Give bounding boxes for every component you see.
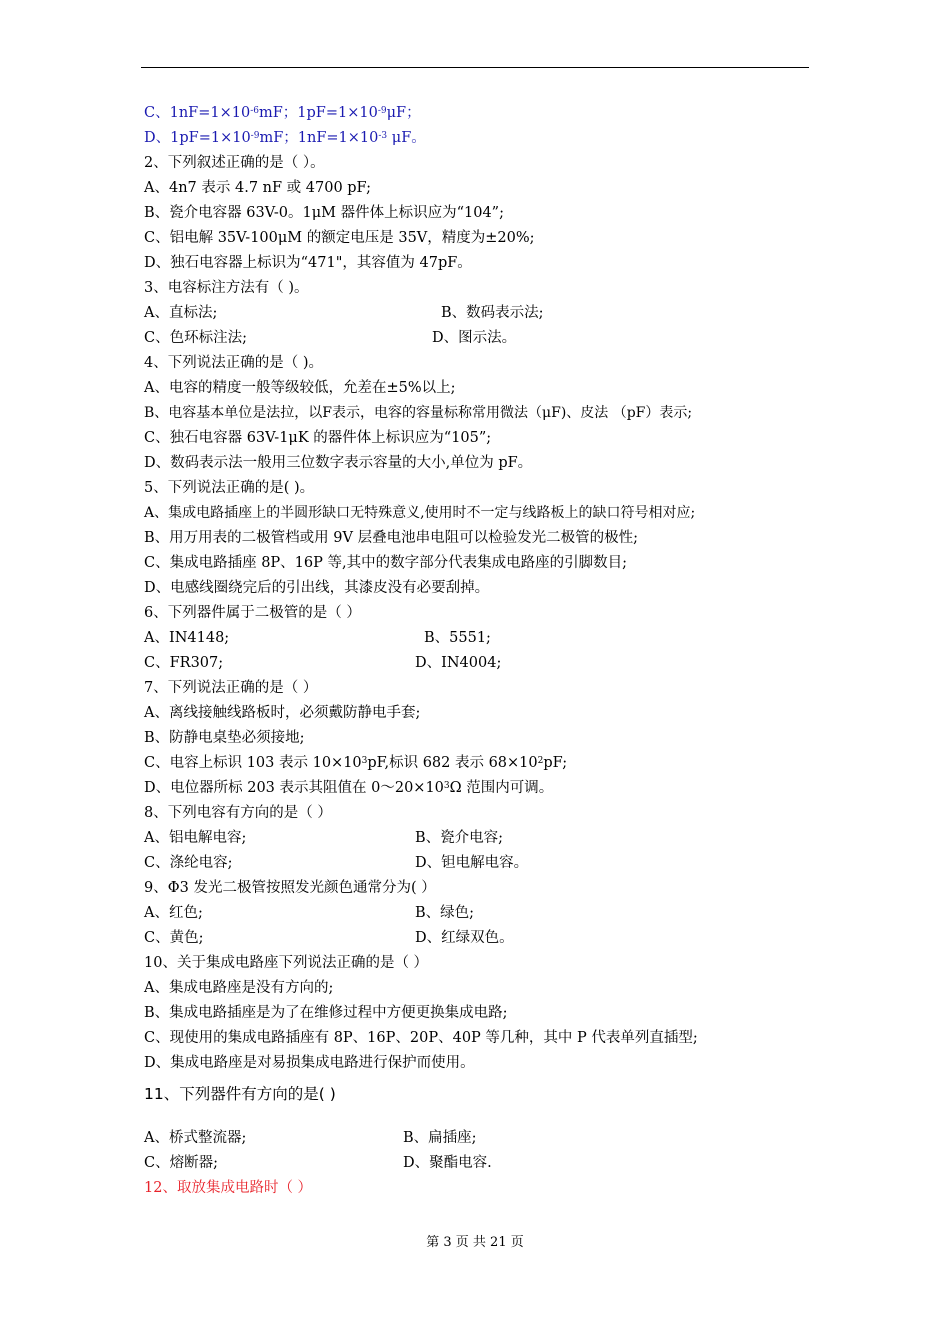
- question-9-option-a: A、红色;: [144, 905, 203, 921]
- question-12: 12、取放集成电路时（ ）: [144, 1180, 313, 1196]
- question-10: 10、关于集成电路座下列说法正确的是（ ）: [144, 955, 429, 971]
- question-8-option-c: C、涤纶电容;: [144, 855, 233, 871]
- question-11-option-a: A、桥式整流器;: [144, 1130, 247, 1146]
- question-6-option-d: D、IN4004;: [415, 655, 502, 671]
- question-8-option-b: B、瓷介电容;: [415, 830, 504, 846]
- question-4-option-c: C、独石电容器 63V-1μK 的器件体上标识应为“105”;: [144, 430, 492, 446]
- question-10-option-b: B、集成电路插座是为了在维修过程中方便更换集成电路;: [144, 1005, 508, 1021]
- question-2: 2、下列叙述正确的是（ ）。: [144, 155, 325, 171]
- question-7-option-b: B、防静电桌垫必须接地;: [144, 730, 305, 746]
- question-10-option-a: A、集成电路座是没有方向的;: [144, 980, 334, 996]
- question-7: 7、下列说法正确的是（ ）: [144, 680, 318, 696]
- question-3-option-a: A、直标法;: [144, 305, 218, 321]
- page-number-footer: 第 3 页 共 21 页: [426, 1235, 524, 1250]
- header-rule: [141, 67, 809, 68]
- question-5-option-a: A、集成电路插座上的半圆形缺口无特殊意义,使用时不一定与线路板上的缺口符号相对应;: [144, 505, 696, 521]
- question-11-option-d: D、聚酯电容.: [403, 1155, 492, 1171]
- question-7-option-a: A、离线接触线路板时，必须戴防静电手套;: [144, 705, 421, 721]
- question-6-option-c: C、FR307;: [144, 655, 224, 671]
- question-5-option-c: C、集成电路插座 8P、16P 等,其中的数字部分代表集成电路座的引脚数目;: [144, 555, 627, 571]
- option-c-units: C、$1nF=1\times 10^{-6}mF$；$1pF=1\times 10^{-9}\mu F$；: [144, 105, 421, 121]
- question-2-option-d: D、独石电容器上标识为“471"，其容值为 47pF。: [144, 255, 472, 271]
- question-6-option-a: A、IN4148;: [144, 630, 230, 646]
- question-9: 9、Φ3 发光二极管按照发光颜色通常分为( ）: [144, 880, 436, 896]
- question-6: 6、下列器件属于二极管的是（ ）: [144, 605, 361, 621]
- question-4-option-d: D、数码表示法一般用三位数字表示容量的大小,单位为 pF。: [144, 455, 533, 471]
- question-3: 3、电容标注方法有（ )。: [144, 280, 309, 296]
- question-5-option-b: B、用万用表的二极管档或用 9V 层叠电池串电阻可以检验发光二极管的极性;: [144, 530, 638, 546]
- question-11-option-b: B、扁插座;: [403, 1130, 477, 1146]
- question-2-option-b: B、瓷介电容器 63V-0。1μM 器件体上标识应为“104”;: [144, 205, 504, 221]
- question-3-option-c: C、色环标注法;: [144, 330, 247, 346]
- question-7-option-c: C、电容上标识 103 表示 $10\times 10^3pF$,标识 682 表示 $68\times 10^2pF$;: [144, 755, 568, 771]
- question-2-option-c: C、铝电解 35V-100μM 的额定电压是 35V，精度为±20%;: [144, 230, 535, 246]
- question-3-option-d: D、图示法。: [432, 330, 517, 346]
- question-8-option-d: D、钽电解电容。: [415, 855, 529, 871]
- question-6-option-b: B、5551;: [424, 630, 491, 646]
- question-9-option-c: C、黄色;: [144, 930, 204, 946]
- question-5-option-d: D、电感线圈绕完后的引出线，其漆皮没有必要刮掉。: [144, 580, 490, 596]
- question-2-option-a: A、4n7 表示 4.7 nF 或 4700 pF;: [144, 180, 371, 196]
- question-8: 8、下列电容有方向的是（ ）: [144, 805, 332, 821]
- question-8-option-a: A、铝电解电容;: [144, 830, 247, 846]
- question-9-option-b: B、绿色;: [415, 905, 475, 921]
- option-d-units: D、$1pF=1\times 10^{-9}mF$；$1nF=1\times 10^{-3}$ μF。: [144, 130, 426, 146]
- question-4: 4、下列说法正确的是（ )。: [144, 355, 323, 371]
- question-9-option-d: D、红绿双色。: [415, 930, 514, 946]
- question-10-option-d: D、集成电路座是对易损集成电路进行保护而使用。: [144, 1055, 475, 1071]
- question-11-option-c: C、熔断器;: [144, 1155, 218, 1171]
- question-4-option-a: A、电容的精度一般等级较低，允差在±5%以上;: [144, 380, 456, 396]
- question-7-option-d: D、电位器所标 203 表示其阻值在 $0\sim 20\times 10^3\Omega$ 范围内可调。: [144, 780, 554, 796]
- question-3-option-b: B、数码表示法;: [441, 305, 544, 321]
- question-4-option-b: B、电容基本单位是法拉，以F表示，电容的容量标称常用微法（μF)、皮法 （pF）表示;: [144, 405, 693, 421]
- question-5: 5、下列说法正确的是( )。: [144, 480, 315, 496]
- question-11: 11、下列器件有方向的是( ): [144, 1085, 336, 1103]
- question-10-option-c: C、现使用的集成电路插座有 8P、16P、20P、40P 等几种，其中 P 代表单列直插型;: [144, 1030, 698, 1046]
